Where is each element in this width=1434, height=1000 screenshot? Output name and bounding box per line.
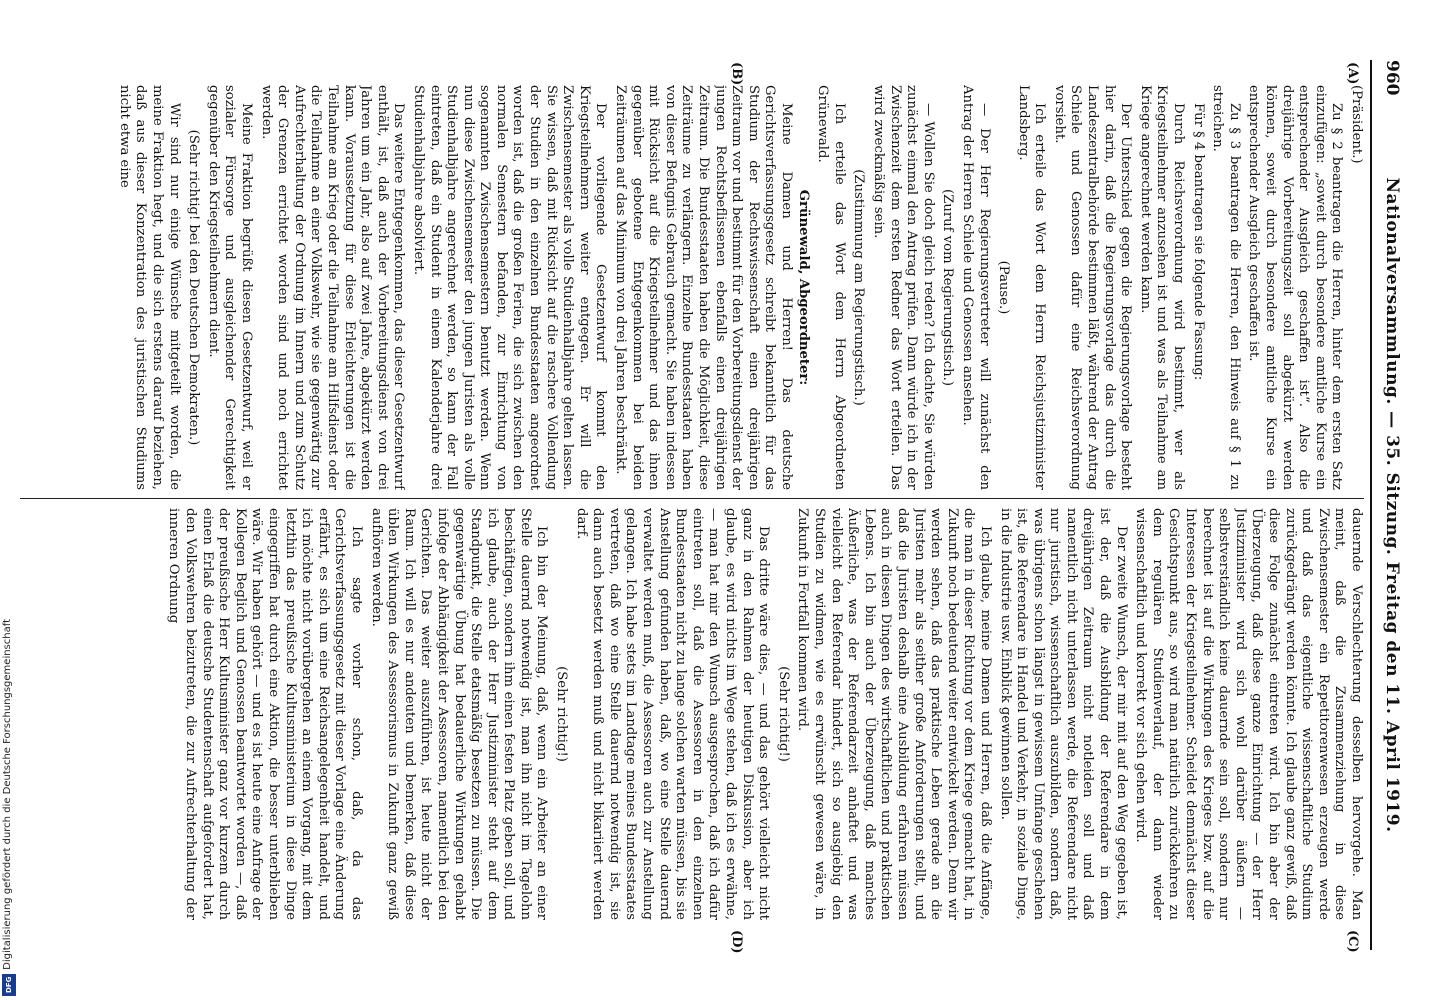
paragraph: Meine Damen und Herren! Das deutsche Gerichtsverfassungsgesetz schreibt bekanntlich für das Studium der Rechtswissenschaft einen dreijährigen Zeitraum vor und bestimmt für den Vorbereitungsdienst der jungen Rechtsbeflissenen ebenfalls einen dreijährigen Zeitraum. Die Bundesstaaten haben die Möglichkeit, diese Zeiträume zu verlängern. Einzelne Bundesstaaten haben von dieser Befugnis Gebrauch gemacht. Sie haben indessen mit Rücksicht auf die Kriegsteilnehmer und das ihnen gegenüber gebotene Entgegenkommen bei beiden Zeiträumen auf das Minimum von drei Jahren beschränkt. — [613, 85, 794, 490]
paragraph: Ich erteile das Wort dem Herrn Reichsjustizminister Landsberg. — [1015, 85, 1048, 490]
stage-direction: (Sehr richtig! bei den Deutschen Demokraten.) — [186, 129, 202, 446]
dfg-logo-icon: DFG — [2, 974, 16, 996]
stage-direction: (Pause.) — [996, 260, 1012, 315]
paragraph: Ich sagte vorher schon, daß, da das Gerichtsverfassungsgesetz mit dieser Vorlage eine Änderung erfährt, es sich um eine Reichsangelegenheit handelt, und ich möchte nicht vorübergehen an einem Vorgang, mit dem letzthin das preußische Kultusministerium in diese Dinge eingegriffen hat durch eine Aktion, die besser unterblieben wäre. Wir haben gehört — und es ist heute eine Anfrage der Kollegen Beglich und Genossen beantwortet worden —, daß der preußische Herr Kultusminister ganz vor kurzem durch einen Erlaß die deutsche Studentenschaft aufgefordert hat, den Volkswehren beizutreten, die zur Aufrechterhaltung der inneren Ordnung — [166, 508, 364, 920]
paragraph: Ich bin der Meinung, daß, wenn ein Arbeiter an einer Stelle dauernd notwendig ist, man ihn nicht im Tagelohn beschäftigen, sondern ihm einen festen Platz geben soll, und ich glaube, auch der Herr Justizminister steht auf dem Standpunkt, die Stelle etatsmäßig besetzen zu müssen. Die gegenwärtige Übung hat bedauerliche Wirkungen gehabt infolge der Abhängigkeit der Assessoren, namentlich bei den Gerichten. Das weiter auszuführen, ist heute nicht der Raum. Ich will es nur andeuten und bemerken, daß diese üblen Wirkungen des Assessorismus in Zukunft ganz gewiß aufhören werden. — [368, 508, 550, 920]
page-number: 960 — [1382, 60, 1402, 96]
speaker-note: (Präsident.) — [1349, 85, 1364, 164]
page-title: Nationalversammlung. — 35. Sitzung. Freitag den 11. April 1919. — [1382, 177, 1402, 833]
paragraph: Das weitere Entgegenkommen, das dieser Gesetzentwurf enthält, ist, daß auch der Vorbereitungsdienst von drei Jahren um ein Jahr, also auf zwei Jahre, abgekürzt werden kann. Voraussetzung für diese Erleichterungen ist die Teilnahme am Krieg oder die Teilnahme am Hilfsdienst oder die Teilnahme an einer Volkswehr, wie sie gegenwärtig zur Aufrechterhaltung der Ordnung im Innern und zum Schutz der Grenzen errichtet worden sind und noch errichtet werden. — [258, 85, 407, 490]
stage-direction: (Zustimmung am Regierungstisch.) — [851, 169, 867, 406]
paragraph: — Wollen Sie doch gleich reden? Ich dachte, Sie würden zunächst einmal den Antrag prüfen. Dann würde ich in der Zwischenzeit dem ersten Redner das Wort erteilen. Das wird zweckmäßig sein. — [870, 85, 936, 490]
margin-marker-b: (B) — [729, 62, 744, 86]
speaker-heading: Grünewald, Abgeordneter: — [795, 189, 811, 386]
paragraph: Wir sind nur einige Wünsche mitgeteilt worden, die meine Fraktion hegt, und die sich erstens darauf beziehen, daß aus dieser Konzentration des juristischen Studiums nicht etwa eine — [116, 85, 182, 490]
paragraph: Der zweite Wunsch, der mir mit auf den Weg gegeben ist, ist der, daß die Ausbildung der Referendare in dem dreijährigen Zeitraum nicht notleiden soll und daß namentlich nicht unterlassen werde, die Referendare nicht nur juristisch, wissenschaftlich auszubilden, sondern daß, was übrigens schon längst in gewissem Umfange geschehen ist, die Referendare in Handel und Verkehr, in soziale Dinge, in die Industrie usw. Einblick gewinnen sollen. — [997, 508, 1129, 920]
margin-marker-c: (C) — [1345, 930, 1360, 953]
paragraph: Der vorliegende Gesetzentwurf kommt den Kriegsteilnehmern weiter entgegen. Er will die Zwischensemester als volle Studienhalbjahre gelten lassen. Sie wissen, daß mit Rücksicht auf die raschere Vollendung der Studien in den einzelnen Bundesstaaten angeordnet worden ist, daß die großen Ferien, die sich zwischen den normalen Semestern befanden, zur Einrichtung von sogenannten Zwischensemestern benutzt werden. Wenn nun diese Zwischensemester den jungen Juristen als volle Studienhalbjahre angerechnet werden, so kann der Fall eintreten, daß ein Student in einem Kalenderjahre drei Studienhalbjahre absolviert. — [410, 85, 609, 490]
paragraph: Zu § 2 beantragen die Herren, hinter dem ersten Satz einzufügen: „soweit durch besondere amtliche Kurse ein entsprechender Ausgleich geschaffen ist“. Also die dreijährige Vorbereitungszeit soll abgekürzt werden können, soweit durch besondere amtliche Kurse ein entsprechender Ausgleich geschaffen ist. — [1246, 85, 1345, 490]
column-divider — [20, 498, 1364, 499]
paragraph: Ich glaube, meine Damen und Herren, daß die Anfänge, die man in dieser Richtung vor dem Kriege gemacht hat, in Zukunft noch bedeutend weiter entwickelt werden. Denn wir werden sehen, daß das praktische Leben gerade an die Juristen mehr als seither große Anforderungen stellt, und daß die Juristen deshalb eine Ausbildung erfahren müssen auch in diesen Dingen des wirtschaftlichen und praktischen Lebens. Ich bin auch der Überzeugung, daß manches Äußerliche, was der Referendarzeit anhaftet und was vielleicht den Referendar hindert, sich so ausgiebig den Studien zu widmen, wie es erwünscht gewesen wäre, in Zukunft in Fortfall kommen wird. — [795, 508, 993, 920]
paragraph: Für § 4 beantragen sie folgende Fassung: — [1190, 103, 1206, 381]
paragraph: Durch Reichsverordnung wird bestimmt, wer als Kriegsteilnehmer anzusehen ist und was als Teilnahme am Kriege angerechnet werden kann. — [1137, 85, 1187, 490]
paragraph: Meine Fraktion begrüßt diesen Gesetzentwurf, weil er sozialer Fürsorge und ausgleichender Gerechtigkeit gegenüber den Kriegsteilnehmern dient. — [205, 85, 254, 490]
paragraph: Das dritte wäre dies, — und das gehört vielleicht nicht ganz in den Rahmen der heutigen Diskussion, aber ich glaube, es wird nichts im Wege stehen, daß ich es erwähne, — man hat mir den Wunsch ausgesprochen, daß ich dafür eintreten soll, daß die Assessoren in den einzelnen Bundesstaaten nicht zu lange solchen warten müssen, bis sie Anstellung gefunden haben, daß, wo eine Stelle dauernd verwaltet werden muß, die Assessoren auch zur Anstellung gelangen. Ich habe stets im Landtage meines Bundesstaates vertreten, daß wo eine Stelle dauernd notwendig ist, sie dann auch besetzt werden muß und nicht bikariiert werden darf. — [573, 508, 772, 920]
digitization-credit — [0, 560, 20, 1000]
margin-marker-d: (D) — [729, 930, 744, 954]
right-column — [8, 508, 1364, 920]
paragraph: Der Unterschied gegen die Regierungsvorlage besteht hier darin, daß die Regierungsvorlage das durch die Landeszentralbehörde bestimmen läßt, während der Antrag Schiele und Genossen dafür eine Reichsverordnung vorsieht. — [1051, 85, 1134, 490]
margin-marker-a: (A) — [1345, 62, 1360, 85]
left-column — [8, 85, 1364, 490]
page-header — [1370, 60, 1412, 950]
paragraph: dauernde Verschlechterung desselben hervorgehe. Man meint, daß die Zusammenziehung in diese Zwischensemester ein Repetitorenwesen erzeugen werde und daß das eigentliche wissenschaftliche Studium zurückgedrängt werden könnte. Ich glaube ganz gewiß, daß diese Folge zunächst eintreten wird. Ich bin aber der Überzeugung, daß diese ganze Einrichtung — der Herr Justizminister wird sich wohl darüber äußern — selbstverständlich keine dauernde sein soll, sondern nur berechnet ist auf die Wirkungen des Krieges bzw. auf die Interessen der Kriegsteilnehmer. Scheidet demnächst dieser Gesichtspunkt aus, so wird man natürlich zurückkehren zu dem regulären Studienverlauf, der dann wieder wissenschaftlich und korrekt vor sich gehen wird. — [1133, 508, 1364, 920]
stage-direction: (Sehr richtig!) — [554, 666, 570, 762]
stage-direction: (Sehr richtig!) — [775, 666, 791, 762]
digitization-note: Digitalisierung gefördert durch die Deutsche Forschungsgemeinschaft — [2, 619, 13, 970]
paragraph: Ich erteile das Wort dem Herrn Abgeordneten Grünewald. — [815, 85, 847, 490]
paragraph: — Der Herr Regierungsvertreter will zunächst den Antrag der Herren Schiele und Genossen ansehen. — [959, 85, 992, 490]
stage-direction: (Zuruf vom Regierungstisch.) — [940, 189, 956, 386]
paragraph: Zu § 3 beantragen die Herren, den Hinweis auf § 1 zu streichen. — [1210, 85, 1242, 490]
